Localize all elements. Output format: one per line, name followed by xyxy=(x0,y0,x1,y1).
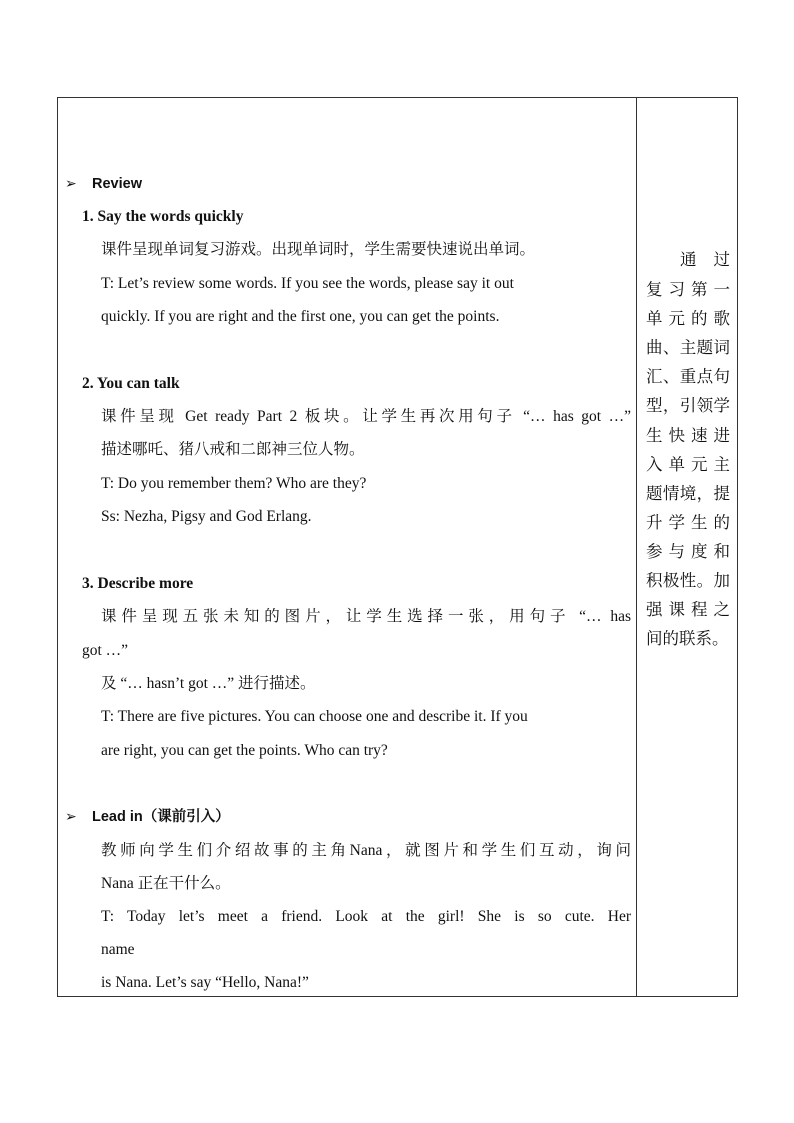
side-note-line: 汇、重点句 xyxy=(646,367,730,386)
item3-line-1: 课件呈现五张未知的图片，让学生选择一张，用句子 “… has xyxy=(101,608,631,625)
item3-line-3: 及 “… hasn’t got …” 进行描述。 xyxy=(101,675,316,692)
side-note-line: 单元的歌 xyxy=(646,309,730,328)
leadin-line-4: name xyxy=(101,941,135,958)
side-note-line: 复习第一 xyxy=(646,280,730,299)
section-heading-lead-in: Lead in（课前引入） xyxy=(92,809,230,825)
item3-line-4: T: There are five pictures. You can choose one and describe it. If you xyxy=(101,708,528,725)
leadin-line-3: T: Today let’s meet a friend. Look at the girl! She is so cute. Her xyxy=(101,908,631,925)
side-note-line: 强课程之 xyxy=(646,600,730,619)
item-title-3: 3. Describe more xyxy=(82,575,194,592)
bullet-arrow-icon: ➢ xyxy=(65,809,77,825)
item3-line-2: got …” xyxy=(82,642,129,659)
side-note-line: 生快速进 xyxy=(646,426,730,445)
side-note-line: 入单元主 xyxy=(646,455,730,474)
leadin-line-2: Nana 正在干什么。 xyxy=(101,875,231,892)
side-note-line: 曲、主题词 xyxy=(646,338,730,357)
item1-line-1: 课件呈现单词复习游戏。出现单词时，学生需要快速说出单词。 xyxy=(101,241,536,258)
item2-line-2: 描述哪吒、猪八戒和二郎神三位人物。 xyxy=(101,441,365,458)
item3-line-5: are right, you can get the points. Who can try? xyxy=(101,742,388,759)
section-heading-review: Review xyxy=(92,176,142,192)
side-note-line: 升学生的 xyxy=(646,513,730,532)
side-note-line: 型，引领学 xyxy=(646,396,730,415)
side-note-line: 间的联系。 xyxy=(646,629,729,648)
column-divider xyxy=(636,97,637,997)
item1-line-3: quickly. If you are right and the first one, you can get the points. xyxy=(101,308,500,325)
item2-line-4: Ss: Nezha, Pigsy and God Erlang. xyxy=(101,508,312,525)
side-note-line: 积极性。加 xyxy=(646,571,730,590)
item1-line-2: T: Let’s review some words. If you see the words, please say it out xyxy=(101,275,514,292)
item-title-1: 1. Say the words quickly xyxy=(82,208,244,225)
side-note-line: 参与度和 xyxy=(646,542,730,561)
leadin-line-5: is Nana. Let’s say “Hello, Nana!” xyxy=(101,974,309,991)
bullet-arrow-icon: ➢ xyxy=(65,176,77,192)
side-note-cell xyxy=(640,97,736,995)
leadin-line-1: 教师向学生们介绍故事的主角Nana，就图片和学生们互动，询问 xyxy=(101,842,631,859)
item2-line-1: 课件呈现 Get ready Part 2 板块。让学生再次用句子 “… has got …” xyxy=(101,408,631,425)
item-title-2: 2. You can talk xyxy=(82,375,180,392)
item2-line-3: T: Do you remember them? Who are they? xyxy=(101,475,367,492)
main-cell xyxy=(60,97,634,995)
side-note-line: 题情境，提 xyxy=(646,484,730,503)
side-note-line: 通 过 xyxy=(680,250,730,269)
